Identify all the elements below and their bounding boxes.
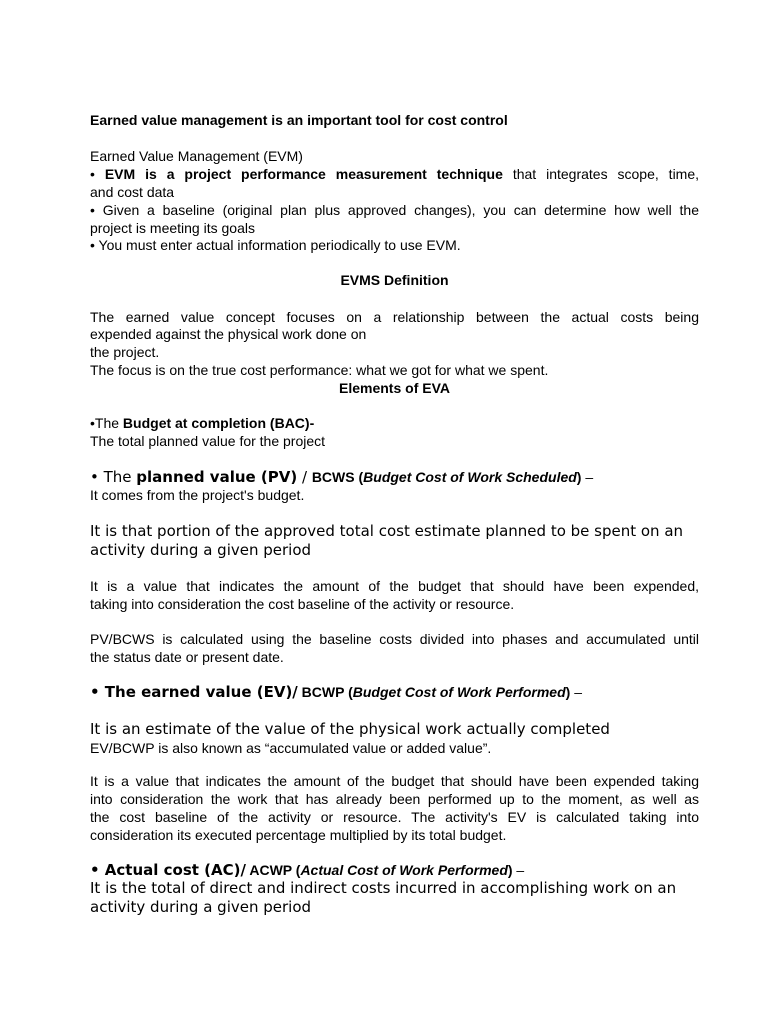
evms-paragraph-line-1: The earned value concept focuses on a relationship between the actual costs being [90, 309, 699, 325]
pv-line-2a: It is that portion of the approved total cost estimate planned to be spent on an [90, 522, 684, 540]
ac-line-1a: It is the total of direct and indirect costs incurred in accomplishing work on an [90, 879, 677, 897]
evms-heading: EVMS Definition [340, 272, 449, 288]
evm-bullet-3: • You must enter actual information periodically to use EVM. [90, 237, 461, 253]
pv-line-3b: taking into consideration the cost baseline of the activity or resource. [90, 596, 515, 612]
evms-focus-line: The focus is on the true cost performance: what we got for what we spent. [90, 362, 549, 378]
ev-line-3c: the cost baseline of the activity or resource. The activity's EV is calculated taking into [90, 809, 699, 825]
evms-paragraph-line-2: expended against the physical work done on [90, 326, 367, 342]
evm-bullet-1-cont: and cost data [90, 184, 175, 200]
evm-bullet-1: • EVM is a project performance measurement technique that integrates scope, time, [90, 166, 700, 182]
bac-title: •The Budget at completion (BAC)- [90, 415, 315, 431]
pv-line-4b: the status date or present date. [90, 649, 284, 665]
pv-line-2b: activity during a given period [90, 541, 312, 559]
pv-line-3a: It is a value that indicates the amount of the budget that should have been expended, [90, 578, 699, 594]
pv-title: • The planned value (PV) / BCWS (Budget Cost of Work Scheduled) – [90, 468, 594, 486]
elements-heading: Elements of EVA [339, 380, 450, 396]
pv-line-4a: PV/BCWS is calculated using the baseline costs divided into phases and accumulated until [90, 631, 699, 647]
bac-description: The total planned value for the project [90, 433, 326, 449]
ac-line-1b: activity during a given period [90, 898, 312, 916]
evm-bullet-2: • Given a baseline (original plan plus approved changes), you can determine how well the [90, 202, 699, 218]
ev-line-3d: consideration its executed percentage multiplied by its total budget. [90, 827, 507, 843]
ev-line-1: It is an estimate of the value of the physical work actually completed [90, 720, 610, 738]
ac-title: • Actual cost (AC)/ ACWP (Actual Cost of Work Performed) – [90, 861, 525, 879]
ev-line-2: EV/BCWP is also known as “accumulated value or added value”. [90, 740, 492, 756]
evms-paragraph-line-3: the project. [90, 344, 160, 360]
evm-bullet-2-cont: project is meeting its goals [90, 220, 255, 236]
ev-line-3b: into consideration the work that has already been performed up to the moment, as well as [90, 791, 699, 807]
evm-heading: Earned Value Management (EVM) [90, 148, 303, 164]
pv-line-1: It comes from the project's budget. [90, 487, 305, 503]
document-title: Earned value management is an important tool for cost control [90, 112, 508, 128]
ev-title: • The earned value (EV)/ BCWP (Budget Cost of Work Performed) – [90, 683, 582, 701]
ev-line-3a: It is a value that indicates the amount of the budget that should have been expended taking [90, 773, 699, 789]
